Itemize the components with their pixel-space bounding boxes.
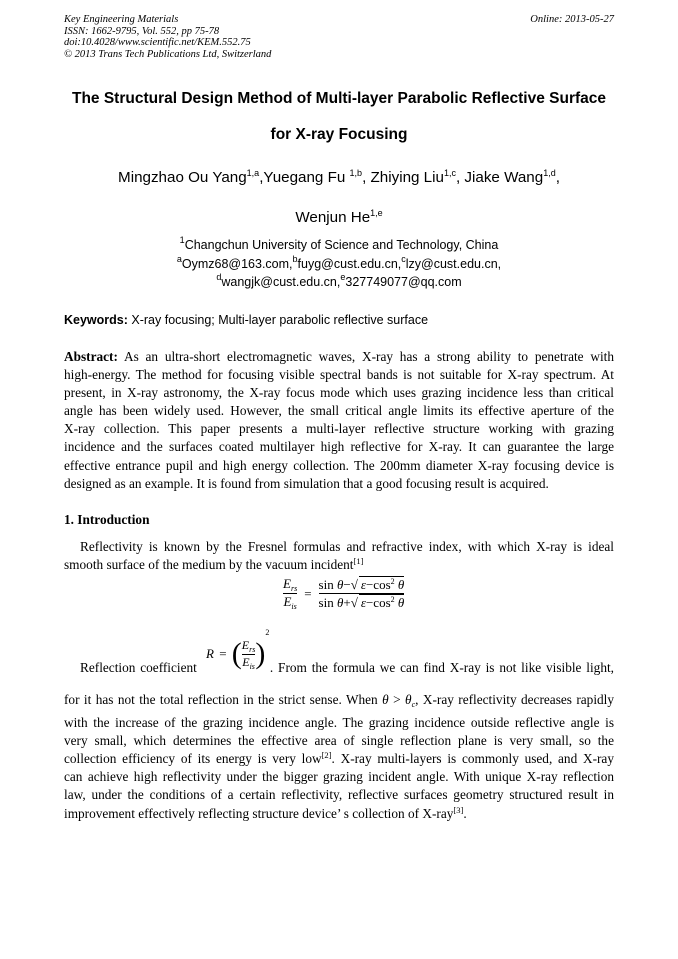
- author-separator: ,: [555, 169, 560, 186]
- symbol: θ: [382, 692, 389, 707]
- journal-name: Key Engineering Materials: [64, 14, 179, 25]
- abstract-line: present, in X-ray astronomy, the X-ray focus mode which uses grazing incidence less than critical: [64, 385, 614, 401]
- fraction: [283, 576, 297, 611]
- issn-line: ISSN: 1662-9795, Vol. 552, pp 75-78: [64, 25, 220, 37]
- author-name: , Zhiying Liu: [362, 169, 444, 186]
- author-sup: 1,a: [246, 168, 260, 178]
- equals-sign: =: [304, 585, 312, 601]
- email-sup: a: [176, 254, 182, 264]
- abstract-line: X-ray collection. This paper presents a multi-layer reflective structure working with grazing: [64, 421, 614, 437]
- email-link[interactable]: wangjk@cust.edu.cn,: [221, 275, 341, 289]
- symbol: θ: [336, 595, 344, 610]
- affiliation-sup: 1: [179, 235, 185, 245]
- intro-line: [64, 805, 614, 823]
- keywords: [64, 313, 624, 327]
- sqrt: [359, 576, 404, 593]
- intro-text: . From the formula we can find X-ray is not like visible light,: [269, 660, 615, 675]
- abstract-line: incidence and the surfaces coated multilayer high reflective for X-ray. It can guarantee the large: [64, 439, 614, 455]
- intro-text: for it has not the total reflection in the strict sense. When: [64, 692, 383, 707]
- citation[interactable]: [3]: [453, 804, 464, 815]
- intro-text: Reflection coefficient: [80, 660, 197, 675]
- author-sup: 1,d: [543, 168, 556, 178]
- subscript: rs: [290, 584, 298, 593]
- email-sup: e: [340, 272, 346, 282]
- intro-line: [64, 659, 614, 677]
- intro-paragraph-start: [64, 538, 614, 574]
- intro-line: very small, which determines the effective area of single reflection plane is very small, so the: [64, 733, 614, 749]
- author-sup: 1,e: [370, 208, 383, 218]
- keywords-label: Keywords:: [64, 313, 128, 327]
- author-list: [20, 169, 658, 187]
- symbol: E: [242, 654, 250, 669]
- exponent: 2: [390, 577, 395, 586]
- abstract: [64, 348, 614, 493]
- paper-title-line-1: The Structural Design Method of Multi-layer Parabolic Reflective Surface: [71, 90, 606, 107]
- abstract-line: effective entrance pupil and high energy collection. The 200mm diameter X-ray focusing device is: [64, 457, 614, 473]
- func: cos: [373, 577, 391, 592]
- symbol: E: [283, 594, 292, 609]
- func: cos: [373, 595, 391, 610]
- abstract-line: designed as an example. It is found from simulation that a good focusing result is acquired.: [64, 475, 549, 491]
- author-name: Wenjun He: [295, 209, 371, 226]
- online-date: [530, 14, 614, 26]
- doi-line: doi:10.4028/www.scientific.net/KEM.552.75: [64, 37, 251, 49]
- abstract-line: high-energy. The method for focusing visible spectral bands is not suitable for X-ray spectrum. At: [64, 367, 614, 383]
- symbol: θ: [397, 595, 405, 610]
- intro-text: smooth surface of the medium by the vacuum incident: [64, 557, 354, 573]
- intro-text: collection efficiency of its energy is very low: [64, 751, 322, 767]
- intro-line: [64, 691, 614, 709]
- author-name: ,Yuegang Fu: [259, 169, 350, 186]
- author-sup: 1,b: [349, 168, 363, 178]
- institution: Changchun University of Science and Technology, China: [184, 238, 499, 252]
- author-name: , Jiake Wang: [455, 169, 544, 186]
- abstract-line: [64, 348, 614, 366]
- symbol: θ: [405, 692, 412, 707]
- email-link[interactable]: Oymz68@163.com,: [181, 257, 293, 271]
- fraction: [319, 576, 405, 611]
- intro-text: .: [463, 805, 467, 821]
- keywords-text: X-ray focusing; Multi-layer parabolic reflective surface: [127, 313, 429, 327]
- abstract-label: Abstract:: [64, 349, 118, 364]
- intro-paragraph-cont: [64, 659, 614, 677]
- fresnel-equation: [283, 576, 404, 611]
- email-line-2: [20, 272, 658, 289]
- citation[interactable]: [1]: [353, 556, 364, 567]
- symbol: E: [241, 637, 250, 652]
- operator: +: [343, 595, 351, 610]
- abstract-text: As an ultra-short electromagnetic waves, X-ray has a strong ability to penetrate with: [117, 349, 614, 364]
- operator: −: [343, 577, 351, 592]
- symbol: E: [283, 576, 291, 591]
- section-heading: 1. Introduction: [64, 512, 150, 527]
- citation[interactable]: [2]: [321, 750, 332, 761]
- func: sin: [318, 595, 334, 610]
- intro-line: Reflectivity is known by the Fresnel formulas and refractive index, with which X-ray is ideal: [80, 539, 614, 554]
- intro-line: with the increase of the grazing incidence angle. The grazing incidence outside reflective angle is: [64, 715, 614, 731]
- intro-line: law, under the conditions of a certain reflectivity, reflective surfaces geometry structured result in: [64, 787, 614, 803]
- exponent: 2: [265, 628, 270, 637]
- affiliation: [20, 235, 658, 252]
- right-paren: ): [255, 637, 266, 671]
- email-sup: d: [216, 272, 222, 282]
- author-name: Mingzhao Ou Yang: [118, 169, 247, 186]
- symbol: ε: [360, 595, 366, 610]
- author-sup: 1,c: [443, 168, 456, 178]
- operator: −: [365, 595, 374, 610]
- operator: −: [365, 577, 374, 592]
- copyright-line: © 2013 Trans Tech Publications Ltd, Switzerland: [64, 48, 272, 60]
- subscript: is: [249, 661, 255, 671]
- email-link[interactable]: lzy@cust.edu.cn,: [405, 257, 502, 271]
- email-link[interactable]: fuyg@cust.edu.cn,: [297, 257, 402, 271]
- symbol: R: [206, 646, 214, 662]
- intro-line: [64, 556, 614, 574]
- symbol: θ: [397, 577, 405, 592]
- func: sin: [318, 577, 334, 592]
- subscript: rs: [249, 644, 256, 654]
- paper-title-line-2: for X-ray Focusing: [270, 126, 408, 143]
- intro-paragraph-body: [64, 691, 614, 823]
- subscript: c: [411, 700, 416, 709]
- symbol: θ: [336, 577, 344, 592]
- equals-sign: =: [219, 646, 227, 662]
- operator: >: [393, 692, 401, 707]
- intro-text: improvement effectively reflecting structure device’ s collection of X-ray: [64, 805, 454, 821]
- intro-line: [64, 750, 614, 768]
- journal-header: [64, 14, 271, 60]
- email-link[interactable]: 327749077@qq.com: [345, 275, 462, 289]
- left-paren: (: [231, 637, 242, 671]
- email-sup: c: [401, 254, 406, 264]
- denominator: sin θ+√ $\varepsilon-\cos^2$ θ: [318, 595, 405, 610]
- author-list-line-2: [20, 209, 658, 227]
- numerator: sin θ−√ $\varepsilon-\cos^2$ θ: [318, 577, 405, 592]
- abstract-line: angle has been widely used. However, the small critical angle limits its effective aperture of the: [64, 403, 614, 419]
- sqrt: [359, 594, 404, 611]
- online-date-text: Online: 2013-05-27: [530, 14, 614, 25]
- email-line-1: [20, 254, 658, 271]
- subscript: is: [291, 602, 297, 611]
- email-sup: b: [292, 254, 298, 264]
- intro-line: can achieve high reflectivity under the bigger grazing incident angle. With unique X-ray reflection: [64, 769, 614, 785]
- exponent: 2: [390, 595, 395, 604]
- intro-text: . X-ray multi-layers is commonly used, and X-ray: [331, 751, 614, 767]
- symbol: ε: [360, 577, 366, 592]
- intro-text: , X-ray reflectivity decreases rapidly: [415, 692, 615, 707]
